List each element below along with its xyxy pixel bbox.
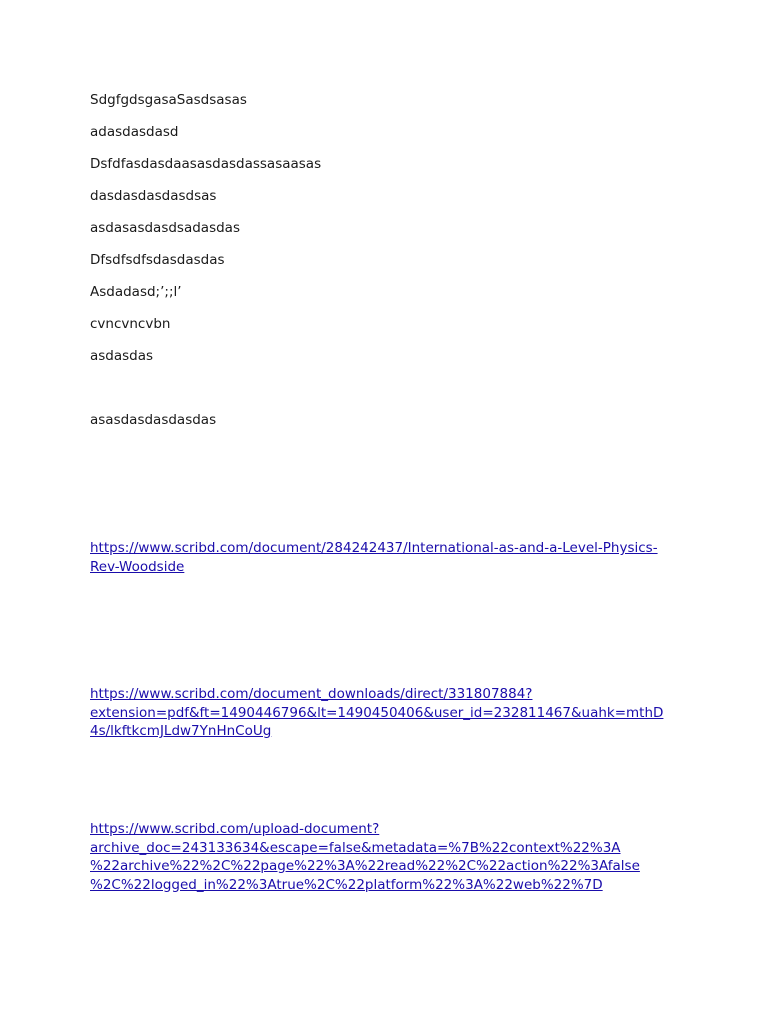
text-line: Asdadasd;’;;l’ xyxy=(90,284,182,300)
text-line: SdgfgdsgasaSasdsasas xyxy=(90,92,247,108)
text-line: Dfsdfsdfsdasdasdas xyxy=(90,252,225,268)
text-line: adasdasdasd xyxy=(90,124,179,140)
hyperlink[interactable]: https://www.scribd.com/upload-document? archive_doc=243133634&escape=false&metadata=%7B%22context%22%3A %22archive%22%2C%22page%22%3A%22read%22%2C%22action%22%3Afalse %2C%22logged_in%22%3Atrue%2C%22platform%22%3A%22web%22%7D xyxy=(90,821,640,893)
text-line: asdasdas xyxy=(90,348,154,364)
hyperlink[interactable]: https://www.scribd.com/document_downloads/direct/331807884? extension=pdf&ft=1490446796&lt=1490450406&user_id=232811467&uahk=mthD 4s/lkftkcmJLdw7YnHnCoUg xyxy=(90,686,664,739)
text-line: asdasasdasdsadasdas xyxy=(90,220,240,236)
text-line: dasdasdasdasdsas xyxy=(90,188,217,204)
text-line: cvncvncvbn xyxy=(90,316,171,332)
text-line: Dsfdfasdasdaasasdasdassasaasas xyxy=(90,156,322,172)
text-line: asasdasdasdasdas xyxy=(90,412,217,428)
hyperlink[interactable]: https://www.scribd.com/document/284242437/International-as-and-a-Level-Physics- Rev-Woodside xyxy=(90,540,658,575)
